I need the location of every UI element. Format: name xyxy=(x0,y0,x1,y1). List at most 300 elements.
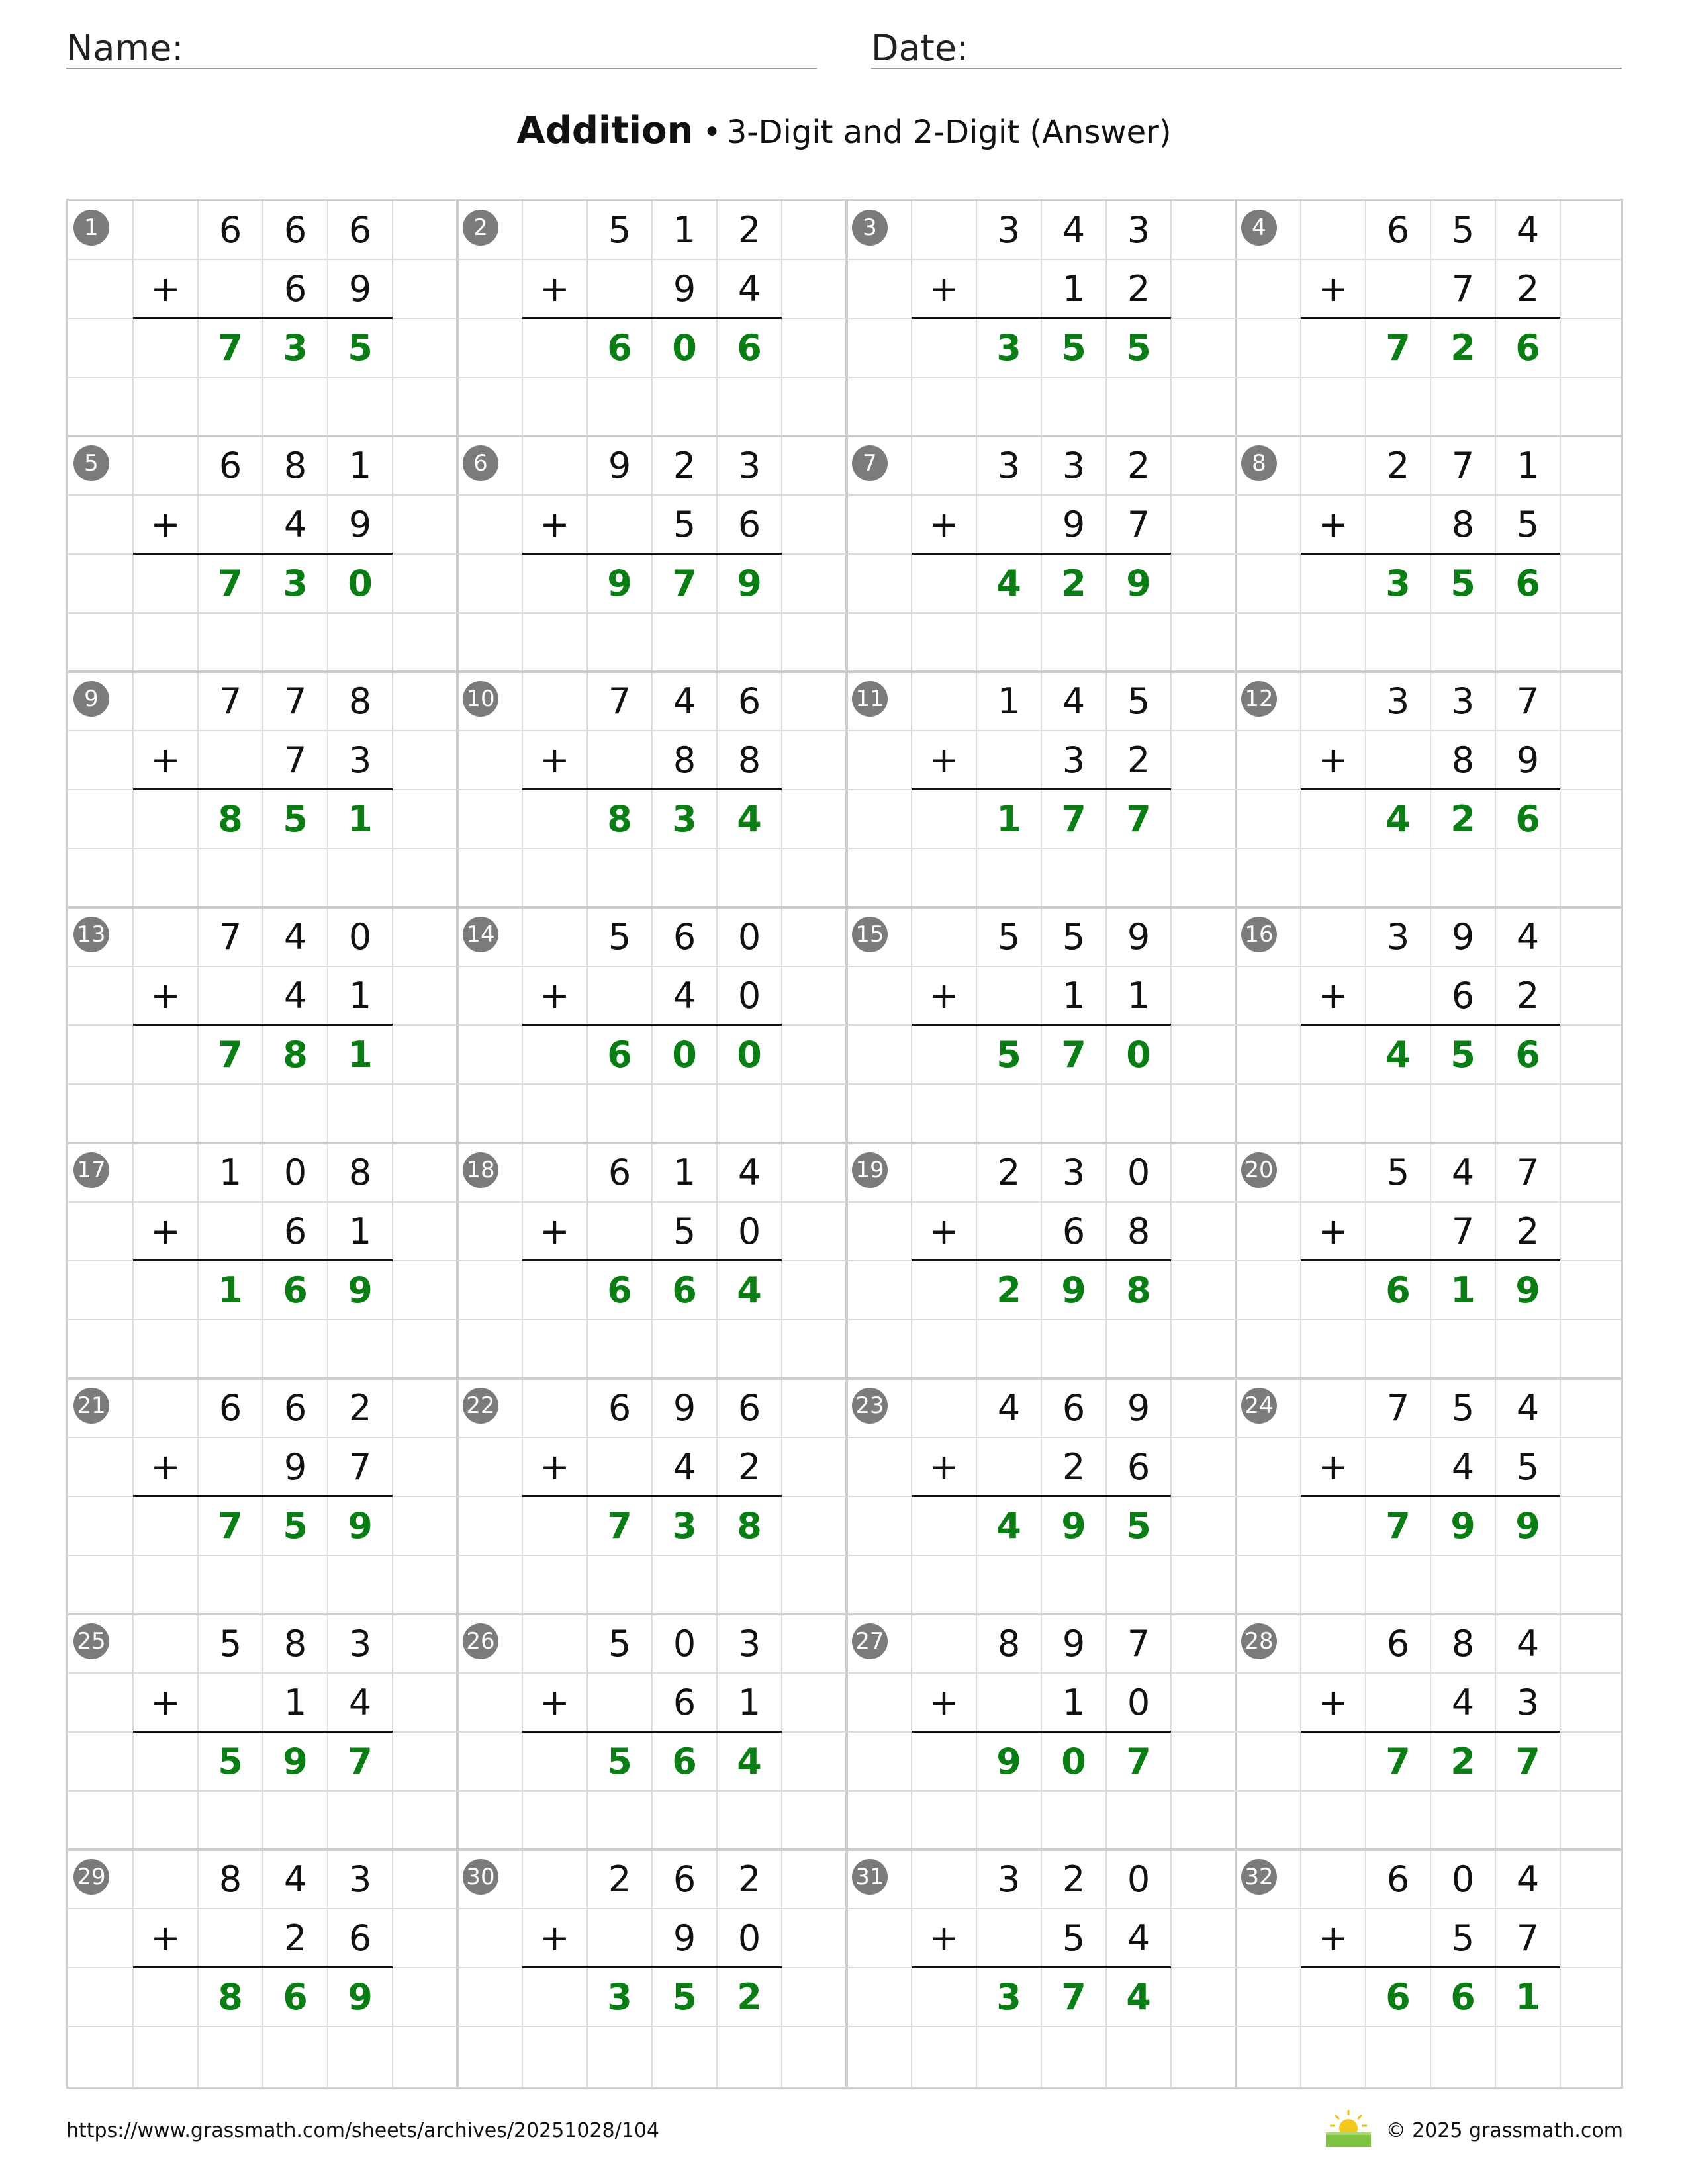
sum-underline xyxy=(1301,1731,1560,1733)
plus-sign: + xyxy=(1318,1917,1348,1959)
answer-digit: 2 xyxy=(1450,327,1476,369)
answer-digit: 7 xyxy=(607,1505,632,1547)
sum-underline xyxy=(522,553,782,555)
name-label: Name: xyxy=(66,27,184,69)
sum-underline xyxy=(1301,1966,1560,1968)
answer-digit: 7 xyxy=(1385,327,1411,369)
top-digit: 2 xyxy=(1127,445,1150,486)
bottom-digit: 2 xyxy=(1516,1210,1540,1252)
top-digit: 5 xyxy=(1127,680,1150,722)
bottom-digit: 1 xyxy=(737,1682,761,1723)
bottom-digit: 8 xyxy=(737,739,761,781)
top-digit: 9 xyxy=(1062,1623,1086,1664)
top-digit: 4 xyxy=(1516,1858,1540,1900)
bottom-digit: 1 xyxy=(1062,268,1086,310)
sum-underline xyxy=(522,1259,782,1261)
problem-number-badge: 16 xyxy=(1241,917,1277,952)
bottom-digit: 0 xyxy=(1127,1682,1150,1723)
bottom-digit: 9 xyxy=(673,1917,696,1959)
answer-digit: 3 xyxy=(283,327,308,369)
bottom-digit: 9 xyxy=(348,268,372,310)
bottom-digit: 9 xyxy=(283,1446,307,1488)
answer-digit: 6 xyxy=(283,1976,308,2018)
date-label: Date: xyxy=(871,27,969,69)
top-digit: 2 xyxy=(737,1858,761,1900)
answer-digit: 5 xyxy=(1126,327,1151,369)
problem-number-badge: 32 xyxy=(1241,1859,1277,1895)
bottom-digit: 6 xyxy=(283,268,307,310)
bottom-digit: 4 xyxy=(1451,1446,1475,1488)
answer-digit: 7 xyxy=(1126,1741,1151,1782)
plus-sign: + xyxy=(150,504,181,545)
sum-underline xyxy=(133,1731,393,1733)
sum-underline xyxy=(912,1024,1171,1026)
problem-number-badge: 18 xyxy=(463,1152,498,1188)
top-digit: 0 xyxy=(283,1152,307,1193)
footer-url[interactable]: https://www.grassmath.com/sheets/archives/20251028/104 xyxy=(66,2119,660,2142)
plus-sign: + xyxy=(150,1446,181,1488)
top-digit: 0 xyxy=(1451,1858,1475,1900)
answer-digit: 9 xyxy=(607,563,632,604)
answer-digit: 7 xyxy=(1515,1741,1540,1782)
date-field[interactable] xyxy=(871,26,1622,69)
answer-digit: 9 xyxy=(348,1976,373,2018)
answer-digit: 0 xyxy=(1061,1741,1086,1782)
answer-digit: 1 xyxy=(1515,1976,1540,2018)
bottom-digit: 8 xyxy=(1127,1210,1150,1252)
problem-number-badge: 28 xyxy=(1241,1623,1277,1659)
top-digit: 6 xyxy=(1386,209,1410,251)
bottom-digit: 7 xyxy=(1451,268,1475,310)
bottom-digit: 1 xyxy=(283,1682,307,1723)
bottom-digit: 1 xyxy=(1062,1682,1086,1723)
top-digit: 3 xyxy=(1127,209,1150,251)
bottom-digit: 0 xyxy=(737,1917,761,1959)
bottom-digit: 9 xyxy=(1516,739,1540,781)
bottom-digit: 1 xyxy=(1062,975,1086,1017)
top-digit: 4 xyxy=(1451,1152,1475,1193)
plus-sign: + xyxy=(150,1917,181,1959)
answer-digit: 3 xyxy=(283,563,308,604)
sum-underline xyxy=(1301,788,1560,790)
bottom-digit: 2 xyxy=(1062,1446,1086,1488)
bottom-digit: 0 xyxy=(737,975,761,1017)
problem-number-badge: 7 xyxy=(852,445,888,481)
top-digit: 3 xyxy=(997,445,1021,486)
sum-underline xyxy=(1301,1024,1560,1026)
answer-digit: 5 xyxy=(672,1976,697,2018)
top-digit: 6 xyxy=(348,209,372,251)
top-digit: 6 xyxy=(673,1858,696,1900)
problem-number-badge: 24 xyxy=(1241,1388,1277,1424)
plus-sign: + xyxy=(1318,504,1348,545)
sum-underline xyxy=(133,317,393,319)
answer-digit: 4 xyxy=(996,1505,1021,1547)
sum-underline xyxy=(912,1966,1171,1968)
answer-digit: 7 xyxy=(1061,798,1086,840)
top-digit: 0 xyxy=(673,1623,696,1664)
top-digit: 4 xyxy=(1062,209,1086,251)
top-digit: 4 xyxy=(1062,680,1086,722)
sum-underline xyxy=(133,1966,393,1968)
plus-sign: + xyxy=(929,1446,959,1488)
plus-sign: + xyxy=(929,268,959,310)
answer-digit: 9 xyxy=(1061,1505,1086,1547)
top-digit: 3 xyxy=(1062,445,1086,486)
plus-sign: + xyxy=(150,268,181,310)
title-main: Addition xyxy=(516,109,694,152)
answer-digit: 6 xyxy=(1385,1269,1411,1311)
top-digit: 7 xyxy=(283,680,307,722)
top-digit: 9 xyxy=(1451,916,1475,958)
top-digit: 4 xyxy=(1516,209,1540,251)
top-digit: 8 xyxy=(997,1623,1021,1664)
answer-digit: 8 xyxy=(1126,1269,1151,1311)
bottom-digit: 2 xyxy=(1516,268,1540,310)
plus-sign: + xyxy=(929,1917,959,1959)
answer-digit: 0 xyxy=(348,563,373,604)
plus-sign: + xyxy=(539,1446,570,1488)
top-digit: 6 xyxy=(283,209,307,251)
problem-number-badge: 20 xyxy=(1241,1152,1277,1188)
plus-sign: + xyxy=(929,1210,959,1252)
bottom-digit: 6 xyxy=(737,504,761,545)
plus-sign: + xyxy=(150,739,181,781)
bottom-digit: 5 xyxy=(673,504,696,545)
top-digit: 1 xyxy=(673,1152,696,1193)
top-digit: 8 xyxy=(1451,1623,1475,1664)
answer-digit: 4 xyxy=(1385,798,1411,840)
problem-grid xyxy=(66,199,1623,2089)
top-digit: 1 xyxy=(673,209,696,251)
answer-digit: 5 xyxy=(283,798,308,840)
top-digit: 3 xyxy=(997,209,1021,251)
plus-sign: + xyxy=(539,739,570,781)
grass-sun-logo-icon xyxy=(1326,2106,1371,2147)
bottom-digit: 4 xyxy=(283,504,307,545)
top-digit: 2 xyxy=(608,1858,632,1900)
top-digit: 3 xyxy=(737,445,761,486)
top-digit: 4 xyxy=(283,916,307,958)
bottom-digit: 4 xyxy=(283,975,307,1017)
answer-digit: 7 xyxy=(672,563,697,604)
top-digit: 3 xyxy=(1386,680,1410,722)
bottom-digit: 2 xyxy=(1127,739,1150,781)
problem-number-badge: 23 xyxy=(852,1388,888,1424)
problem-number-badge: 11 xyxy=(852,681,888,717)
answer-digit: 9 xyxy=(1515,1505,1540,1547)
answer-digit: 6 xyxy=(1515,1034,1540,1075)
answer-digit: 6 xyxy=(672,1741,697,1782)
bottom-digit: 7 xyxy=(1451,1210,1475,1252)
sum-underline xyxy=(133,1024,393,1026)
plus-sign: + xyxy=(1318,1682,1348,1723)
answer-digit: 4 xyxy=(1126,1976,1151,2018)
answer-digit: 7 xyxy=(1385,1505,1411,1547)
top-digit: 1 xyxy=(997,680,1021,722)
plus-sign: + xyxy=(150,1682,181,1723)
top-digit: 5 xyxy=(1451,209,1475,251)
answer-digit: 4 xyxy=(737,798,762,840)
answer-digit: 9 xyxy=(1126,563,1151,604)
problem-number-badge: 14 xyxy=(463,917,498,952)
bottom-digit: 5 xyxy=(1516,504,1540,545)
top-digit: 4 xyxy=(283,1858,307,1900)
bottom-digit: 5 xyxy=(1516,1446,1540,1488)
bottom-digit: 7 xyxy=(348,1446,372,1488)
bottom-digit: 4 xyxy=(1127,1917,1150,1959)
problem-number-badge: 6 xyxy=(463,445,498,481)
plus-sign: + xyxy=(1318,1210,1348,1252)
top-digit: 6 xyxy=(608,1152,632,1193)
problem-number-badge: 31 xyxy=(852,1859,888,1895)
answer-digit: 5 xyxy=(1061,327,1086,369)
bottom-digit: 3 xyxy=(1062,739,1086,781)
bottom-digit: 5 xyxy=(673,1210,696,1252)
plus-sign: + xyxy=(539,268,570,310)
top-digit: 4 xyxy=(737,1152,761,1193)
answer-digit: 0 xyxy=(737,1034,762,1075)
bottom-digit: 5 xyxy=(1062,1917,1086,1959)
top-digit: 2 xyxy=(1386,445,1410,486)
sum-underline xyxy=(912,788,1171,790)
bottom-digit: 4 xyxy=(1451,1682,1475,1723)
sum-underline xyxy=(522,1495,782,1497)
top-digit: 5 xyxy=(997,916,1021,958)
bottom-digit: 6 xyxy=(1062,1210,1086,1252)
bottom-digit: 9 xyxy=(673,268,696,310)
problem-number-badge: 10 xyxy=(463,681,498,717)
answer-digit: 7 xyxy=(1061,1034,1086,1075)
bottom-digit: 1 xyxy=(348,1210,372,1252)
problem-number-badge: 29 xyxy=(73,1859,109,1895)
answer-digit: 9 xyxy=(1515,1269,1540,1311)
plus-sign: + xyxy=(1318,739,1348,781)
bottom-digit: 6 xyxy=(1451,975,1475,1017)
sum-underline xyxy=(522,1966,782,1968)
plus-sign: + xyxy=(150,1210,181,1252)
title-subtitle: 3-Digit and 2-Digit (Answer) xyxy=(726,114,1172,151)
top-digit: 8 xyxy=(283,445,307,486)
sum-underline xyxy=(133,788,393,790)
answer-digit: 8 xyxy=(283,1034,308,1075)
answer-digit: 1 xyxy=(218,1269,243,1311)
problem-number-badge: 1 xyxy=(73,210,109,246)
top-digit: 9 xyxy=(1127,916,1150,958)
answer-digit: 7 xyxy=(218,327,243,369)
top-digit: 0 xyxy=(1127,1152,1150,1193)
bottom-digit: 1 xyxy=(1127,975,1150,1017)
problem-number-badge: 9 xyxy=(73,681,109,717)
answer-digit: 5 xyxy=(218,1741,243,1782)
problem-number-badge: 19 xyxy=(852,1152,888,1188)
answer-digit: 5 xyxy=(607,1741,632,1782)
top-digit: 8 xyxy=(218,1858,242,1900)
top-digit: 7 xyxy=(1386,1387,1410,1429)
answer-digit: 0 xyxy=(672,1034,697,1075)
problem-number-badge: 13 xyxy=(73,917,109,952)
top-digit: 6 xyxy=(737,1387,761,1429)
bottom-digit: 8 xyxy=(673,739,696,781)
top-digit: 5 xyxy=(1386,1152,1410,1193)
sum-underline xyxy=(912,1731,1171,1733)
problem-number-badge: 15 xyxy=(852,917,888,952)
top-digit: 3 xyxy=(1386,916,1410,958)
top-digit: 4 xyxy=(997,1387,1021,1429)
answer-digit: 1 xyxy=(348,1034,373,1075)
problem-number-badge: 12 xyxy=(1241,681,1277,717)
answer-digit: 6 xyxy=(1515,563,1540,604)
top-digit: 6 xyxy=(1062,1387,1086,1429)
answer-digit: 5 xyxy=(1450,1034,1476,1075)
answer-digit: 6 xyxy=(1515,798,1540,840)
top-digit: 5 xyxy=(608,209,632,251)
plus-sign: + xyxy=(929,975,959,1017)
problem-number-badge: 25 xyxy=(73,1623,109,1659)
plus-sign: + xyxy=(1318,975,1348,1017)
sum-underline xyxy=(522,1731,782,1733)
bottom-digit: 6 xyxy=(283,1210,307,1252)
sum-underline xyxy=(912,317,1171,319)
sum-underline xyxy=(1301,1495,1560,1497)
name-field[interactable] xyxy=(66,26,817,69)
top-digit: 9 xyxy=(673,1387,696,1429)
answer-digit: 6 xyxy=(1385,1976,1411,2018)
answer-digit: 3 xyxy=(672,798,697,840)
answer-digit: 9 xyxy=(1061,1269,1086,1311)
worksheet-title xyxy=(0,105,1688,159)
answer-digit: 8 xyxy=(607,798,632,840)
bottom-digit: 3 xyxy=(348,739,372,781)
bottom-digit: 6 xyxy=(1127,1446,1150,1488)
sum-underline xyxy=(1301,317,1560,319)
top-digit: 0 xyxy=(1127,1858,1150,1900)
answer-digit: 5 xyxy=(1126,1505,1151,1547)
top-digit: 3 xyxy=(348,1623,372,1664)
answer-digit: 3 xyxy=(607,1976,632,2018)
answer-digit: 7 xyxy=(218,563,243,604)
plus-sign: + xyxy=(1318,268,1348,310)
top-digit: 2 xyxy=(673,445,696,486)
problem-number-badge: 21 xyxy=(73,1388,109,1424)
answer-digit: 6 xyxy=(1515,327,1540,369)
top-digit: 6 xyxy=(737,680,761,722)
plus-sign: + xyxy=(1318,1446,1348,1488)
answer-digit: 6 xyxy=(607,1034,632,1075)
top-digit: 7 xyxy=(218,916,242,958)
top-digit: 3 xyxy=(997,1858,1021,1900)
answer-digit: 1 xyxy=(996,798,1021,840)
top-digit: 8 xyxy=(283,1623,307,1664)
plus-sign: + xyxy=(539,1682,570,1723)
problem-number-badge: 17 xyxy=(73,1152,109,1188)
answer-digit: 7 xyxy=(348,1741,373,1782)
sum-underline xyxy=(522,317,782,319)
sum-underline xyxy=(133,553,393,555)
sum-underline xyxy=(522,788,782,790)
top-digit: 5 xyxy=(608,916,632,958)
top-digit: 4 xyxy=(673,680,696,722)
top-digit: 6 xyxy=(218,209,242,251)
sum-underline xyxy=(912,1259,1171,1261)
answer-digit: 8 xyxy=(218,1976,243,2018)
top-digit: 7 xyxy=(608,680,632,722)
top-digit: 5 xyxy=(218,1623,242,1664)
bottom-digit: 2 xyxy=(1127,268,1150,310)
top-digit: 7 xyxy=(1127,1623,1150,1664)
sum-underline xyxy=(133,1259,393,1261)
bottom-digit: 4 xyxy=(673,975,696,1017)
answer-digit: 9 xyxy=(996,1741,1021,1782)
top-digit: 5 xyxy=(1062,916,1086,958)
problem-number-badge: 3 xyxy=(852,210,888,246)
plus-sign: + xyxy=(539,504,570,545)
bottom-digit: 6 xyxy=(348,1917,372,1959)
plus-sign: + xyxy=(539,1917,570,1959)
top-digit: 7 xyxy=(1516,1152,1540,1193)
bottom-digit: 4 xyxy=(737,268,761,310)
top-digit: 6 xyxy=(608,1387,632,1429)
bottom-digit: 4 xyxy=(673,1446,696,1488)
bottom-digit: 9 xyxy=(348,504,372,545)
top-digit: 3 xyxy=(1451,680,1475,722)
answer-digit: 9 xyxy=(1450,1505,1476,1547)
answer-digit: 0 xyxy=(672,327,697,369)
answer-digit: 5 xyxy=(348,327,373,369)
bottom-digit: 9 xyxy=(1062,504,1086,545)
sum-underline xyxy=(912,553,1171,555)
footer-copyright: © 2025 grassmath.com xyxy=(1385,2119,1623,2142)
sum-underline xyxy=(1301,553,1560,555)
bottom-digit: 7 xyxy=(1127,504,1150,545)
top-digit: 2 xyxy=(997,1152,1021,1193)
answer-digit: 6 xyxy=(672,1269,697,1311)
top-digit: 5 xyxy=(1451,1387,1475,1429)
plus-sign: + xyxy=(929,1682,959,1723)
plus-sign: + xyxy=(539,1210,570,1252)
top-digit: 6 xyxy=(673,916,696,958)
answer-digit: 9 xyxy=(348,1269,373,1311)
problem-number-badge: 26 xyxy=(463,1623,498,1659)
answer-digit: 7 xyxy=(1061,1976,1086,2018)
answer-digit: 6 xyxy=(1450,1976,1476,2018)
answer-digit: 5 xyxy=(1450,563,1476,604)
bottom-digit: 2 xyxy=(283,1917,307,1959)
answer-digit: 4 xyxy=(737,1269,762,1311)
sum-underline xyxy=(133,1495,393,1497)
bottom-digit: 5 xyxy=(1451,1917,1475,1959)
top-digit: 8 xyxy=(348,680,372,722)
top-digit: 1 xyxy=(1516,445,1540,486)
top-digit: 4 xyxy=(1516,1623,1540,1664)
bottom-digit: 1 xyxy=(348,975,372,1017)
plus-sign: + xyxy=(929,504,959,545)
answer-digit: 1 xyxy=(1450,1269,1476,1311)
top-digit: 3 xyxy=(1062,1152,1086,1193)
answer-digit: 9 xyxy=(737,563,762,604)
bottom-digit: 7 xyxy=(283,739,307,781)
top-digit: 6 xyxy=(1386,1858,1410,1900)
problem-number-badge: 27 xyxy=(852,1623,888,1659)
answer-digit: 9 xyxy=(283,1741,308,1782)
bottom-digit: 8 xyxy=(1451,504,1475,545)
plus-sign: + xyxy=(539,975,570,1017)
answer-digit: 8 xyxy=(218,798,243,840)
bottom-digit: 0 xyxy=(737,1210,761,1252)
answer-digit: 7 xyxy=(1126,798,1151,840)
top-digit: 6 xyxy=(218,445,242,486)
answer-digit: 4 xyxy=(996,563,1021,604)
